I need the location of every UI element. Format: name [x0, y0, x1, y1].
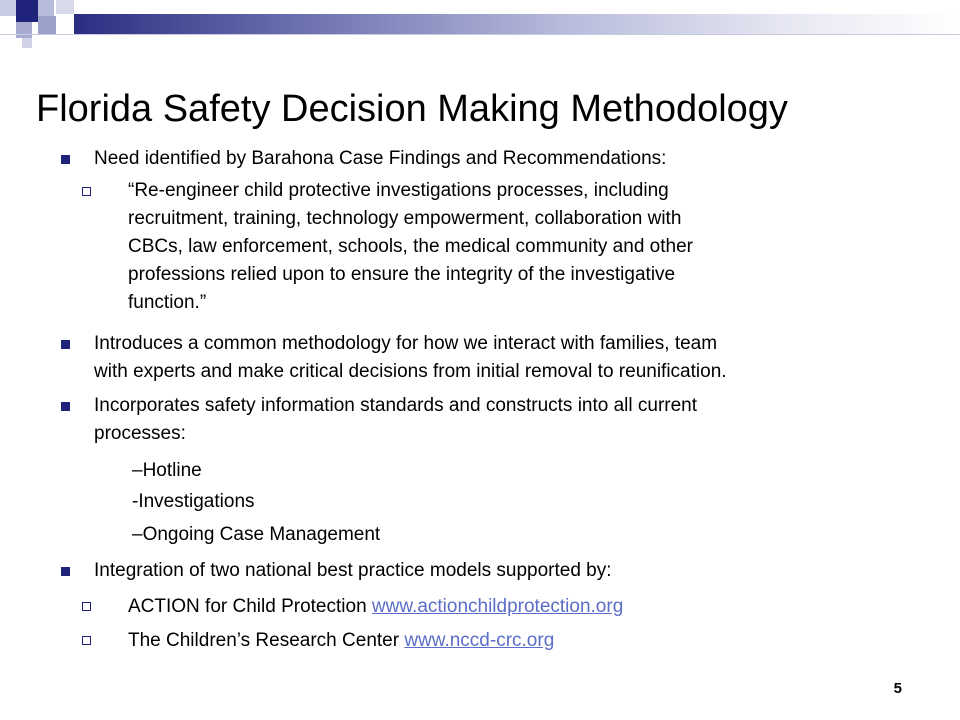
bullet-text: processes:	[94, 423, 186, 444]
list-item: -Investigations	[132, 491, 255, 512]
list-item: –Hotline	[132, 460, 202, 481]
sub-bullet-link-row	[128, 593, 623, 621]
bullet-square-icon	[61, 567, 70, 576]
page-number: 5	[893, 680, 902, 697]
link-label: The Children’s Research Center	[128, 630, 405, 651]
bullet-square-icon	[61, 340, 70, 349]
action-link[interactable]: www.actionchildprotection.org	[371, 596, 624, 617]
link-label: ACTION for Child Protection	[128, 596, 372, 617]
bullet-text: Incorporates safety information standards and constructs into all current	[94, 395, 698, 416]
sub-bullet-box-icon	[82, 187, 91, 196]
sub-bullet-link-row	[128, 627, 554, 655]
header-square	[16, 0, 38, 22]
sub-bullet-text: CBCs, law enforcement, schools, the medical community and other	[128, 236, 693, 257]
header-square	[0, 0, 16, 16]
sub-bullet-box-icon	[82, 602, 91, 611]
bullet-square-icon	[61, 155, 70, 164]
header-divider	[0, 34, 960, 35]
sub-bullet-text: professions relied upon to ensure the integrity of the investigative	[128, 264, 676, 285]
header-square	[38, 0, 54, 16]
header-gradient-bar	[74, 14, 960, 34]
sub-bullet-text: “Re-engineer child protective investigations processes, including	[128, 180, 669, 201]
sub-bullet-box-icon	[82, 636, 91, 645]
bullet-text: Need identified by Barahona Case Findings and Recommendations:	[94, 148, 667, 169]
bullet-text: Integration of two national best practice models supported by:	[94, 560, 612, 581]
bullet-square-icon	[61, 402, 70, 411]
header-square	[38, 16, 56, 34]
slide-title: Florida Safety Decision Making Methodology	[36, 88, 788, 130]
nccd-link[interactable]: www.nccd-crc.org	[404, 630, 555, 651]
header-square	[56, 0, 74, 14]
list-item: –Ongoing Case Management	[132, 524, 381, 545]
header-square	[22, 38, 32, 48]
sub-bullet-text: recruitment, training, technology empowerment, collaboration with	[128, 208, 682, 229]
bullet-text: with experts and make critical decisions from initial removal to reunification.	[94, 361, 727, 382]
bullet-text: Introduces a common methodology for how we interact with families, team	[94, 333, 718, 354]
header-square	[16, 22, 32, 38]
sub-bullet-text: function.”	[128, 292, 207, 313]
